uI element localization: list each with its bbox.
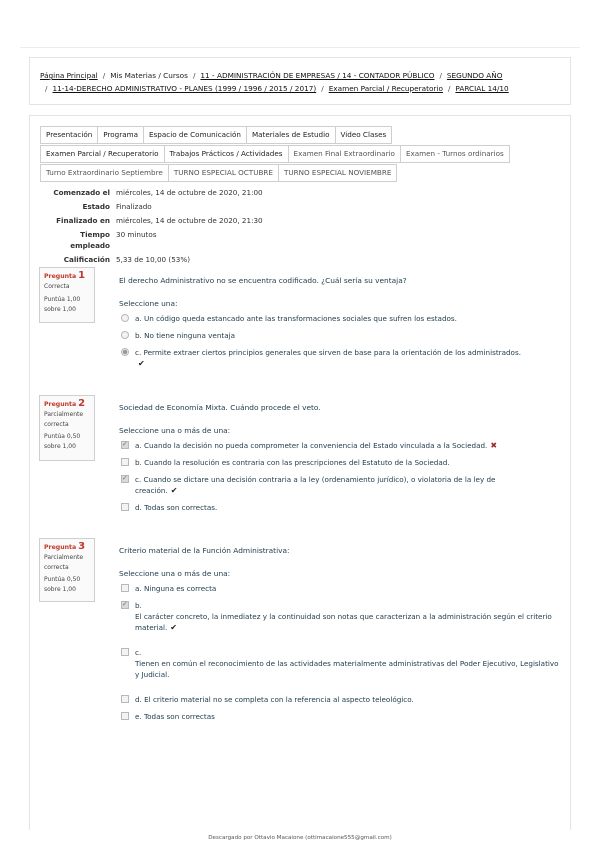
tab-turno-especial-octubre[interactable]: TURNO ESPECIAL OCTUBRE xyxy=(168,164,279,182)
option-d[interactable] xyxy=(119,694,559,705)
question-3-body xyxy=(119,545,559,728)
question-score: Puntúa 1,00 xyxy=(44,296,81,303)
breadcrumb-exam-section-link[interactable]: Examen Parcial / Recuperatorio xyxy=(328,84,443,93)
question-text: Criterio material de la Función Administrativa: xyxy=(119,546,290,555)
correct-check-icon: ✔ xyxy=(170,623,177,632)
tab-examen-parcial[interactable]: Examen Parcial / Recuperatorio xyxy=(40,145,165,163)
download-footer: Descargado por Ottavio Macaione (ottimacaione555@gmail.com) xyxy=(208,835,392,841)
question-status: Correcta xyxy=(44,283,70,290)
option-label: e. Todas son correctas xyxy=(135,712,215,721)
grade-value: 5,33 de 10,00 (53%) xyxy=(116,255,191,264)
breadcrumb-career-link[interactable]: 11 - ADMINISTRACIÓN DE EMPRESAS / 14 - CONTADOR PÚBLICO xyxy=(200,71,435,80)
attempt-summary xyxy=(40,187,540,268)
option-a[interactable] xyxy=(119,583,559,594)
option-label: d. El criterio material no se completa con la referencia al aspecto teleológico. xyxy=(135,695,414,704)
checkbox-checked[interactable] xyxy=(121,601,129,609)
question-status: Parcialmente xyxy=(44,411,84,418)
option-a[interactable] xyxy=(119,313,559,324)
question-score: Puntúa 0,50 xyxy=(44,433,81,440)
question-text: El derecho Administrativo no se encuentra codificado. ¿Cuál sería su ventaja? xyxy=(119,276,407,285)
correct-check-icon: ✔ xyxy=(170,486,178,495)
question-2-info xyxy=(39,395,95,461)
option-b[interactable] xyxy=(119,330,559,341)
option-label: Tienen en común el reconocimiento de las actividades materialmente administrativas del Poder Ejecutivo, Legislativo y Judicial. xyxy=(135,659,559,679)
question-status: Parcialmente xyxy=(44,554,84,561)
option-label: d. Todas son correctas. xyxy=(135,503,218,512)
time-label-line-1: Tiempo xyxy=(80,230,110,239)
checkbox[interactable] xyxy=(121,458,129,466)
finished-label: Finalizado en xyxy=(56,216,110,225)
radio-button[interactable] xyxy=(121,314,129,322)
tab-turno-especial-noviembre[interactable]: TURNO ESPECIAL NOVIEMBRE xyxy=(278,164,397,182)
question-1-info xyxy=(39,267,95,323)
tab-presentacion[interactable]: Presentación xyxy=(40,126,98,144)
option-b[interactable] xyxy=(119,600,559,633)
question-number: 2 xyxy=(78,398,86,409)
breadcrumb-home-link[interactable]: Página Principal xyxy=(40,71,98,80)
time-value: 30 minutos xyxy=(116,230,157,239)
option-label: c. Cuando se dictare una decisión contraria a la ley (ordenamiento jurídico), o violatoria de la ley de creación. xyxy=(135,475,496,495)
top-divider xyxy=(20,47,580,48)
breadcrumb-separator: / xyxy=(192,71,196,80)
question-score-max: sobre 1,00 xyxy=(44,306,76,313)
question-prompt: Seleccione una o más de una: xyxy=(119,426,231,435)
option-label: a. Un código queda estancado ante las transformaciones sociales que sufren los estados. xyxy=(135,314,457,323)
checkbox[interactable] xyxy=(121,648,129,656)
finished-value: miércoles, 14 de octubre de 2020, 21:30 xyxy=(116,216,263,225)
started-value: miércoles, 14 de octubre de 2020, 21:00 xyxy=(116,188,263,197)
option-label: b. No tiene ninguna ventaja xyxy=(135,331,236,340)
tab-turno-extraordinario-septiembre[interactable]: Turno Extraordinario Septiembre xyxy=(40,164,169,182)
checkbox[interactable] xyxy=(121,712,129,720)
question-label: Pregunta xyxy=(44,401,77,408)
option-b[interactable] xyxy=(119,457,559,468)
checkbox-checked[interactable] xyxy=(121,475,129,483)
breadcrumb-separator: / xyxy=(102,71,106,80)
question-label: Pregunta xyxy=(44,544,77,551)
question-score: Puntúa 0,50 xyxy=(44,576,81,583)
question-text: Sociedad de Economía Mixta. Cuándo procede el veto. xyxy=(119,403,321,412)
checkbox[interactable] xyxy=(121,695,129,703)
option-a[interactable] xyxy=(119,440,559,451)
question-score-max: sobre 1,00 xyxy=(44,443,76,450)
course-tabs xyxy=(40,126,560,183)
correct-check-icon: ✔ xyxy=(138,359,145,368)
question-1-body xyxy=(119,275,559,375)
started-label: Comenzado el xyxy=(53,188,110,197)
tab-espacio-comunicacion[interactable]: Espacio de Comunicación xyxy=(143,126,247,144)
option-c[interactable] xyxy=(119,474,559,496)
question-2-body xyxy=(119,402,559,519)
question-number: 1 xyxy=(78,270,86,281)
breadcrumb-separator: / xyxy=(447,84,451,93)
option-letter: b. xyxy=(135,601,142,610)
breadcrumb-subject-link[interactable]: 11-14-DERECHO ADMINISTRATIVO - PLANES (1999 / 1996 / 2015 / 2017) xyxy=(52,84,317,93)
question-prompt: Seleccione una: xyxy=(119,299,178,308)
time-label-line-2: empleado xyxy=(70,241,110,250)
option-label: b. Cuando la resolución es contraria con las prescripciones del Estatuto de la Sociedad. xyxy=(135,458,450,467)
grade-label: Calificación xyxy=(63,255,110,264)
question-status-cont: correcta xyxy=(44,564,69,571)
breadcrumb xyxy=(29,57,571,105)
question-label: Pregunta xyxy=(44,273,77,280)
incorrect-x-icon: ✖ xyxy=(490,441,498,450)
breadcrumb-separator: / xyxy=(321,84,324,93)
option-d[interactable] xyxy=(119,502,559,513)
tab-examen-final-extraordinario[interactable]: Examen Final Extraordinario xyxy=(288,145,401,163)
breadcrumb-separator: / xyxy=(45,84,48,93)
option-letter: c. xyxy=(135,648,142,657)
question-status-cont: correcta xyxy=(44,421,69,428)
time-label xyxy=(40,229,116,251)
state-label: Estado xyxy=(82,202,110,211)
tab-trabajos-practicos[interactable]: Trabajos Prácticos / Actividades xyxy=(164,145,289,163)
checkbox-checked[interactable] xyxy=(121,441,129,449)
question-3-info xyxy=(39,538,95,602)
question-prompt: Seleccione una o más de una: xyxy=(119,569,231,578)
checkbox[interactable] xyxy=(121,503,129,511)
option-label: a. Ninguna es correcta xyxy=(135,584,217,593)
tab-materiales-estudio[interactable]: Materiales de Estudio xyxy=(246,126,336,144)
tab-video-clases[interactable]: Video Clases xyxy=(335,126,393,144)
breadcrumb-exam-link[interactable]: PARCIAL 14/10 xyxy=(455,84,509,93)
checkbox[interactable] xyxy=(121,584,129,592)
breadcrumb-separator: / xyxy=(439,71,442,80)
option-c[interactable] xyxy=(119,647,559,680)
breadcrumb-year-link[interactable]: SEGUNDO AÑO xyxy=(446,71,503,80)
radio-button-selected[interactable] xyxy=(121,348,129,356)
tab-examen-turnos-ordinarios[interactable]: Examen - Turnos ordinarios xyxy=(400,145,510,163)
option-c[interactable] xyxy=(119,347,559,369)
question-score-max: sobre 1,00 xyxy=(44,586,76,593)
question-number: 3 xyxy=(78,541,86,552)
option-e[interactable] xyxy=(119,711,559,722)
option-label: a. Cuando la decisión no pueda comprometer la conveniencia del Estado vinculada a la Sociedad. xyxy=(135,441,488,450)
state-value: Finalizado xyxy=(116,202,152,211)
option-label: c. Permite extraer ciertos principios generales que sirven de base para la orientación de los administrados. xyxy=(135,348,521,357)
tab-programa[interactable]: Programa xyxy=(97,126,144,144)
radio-button[interactable] xyxy=(121,331,129,339)
option-label: El carácter concreto, la inmediatez y la continuidad son notas que caracterizan a la administración según el criterio material. xyxy=(135,612,552,632)
breadcrumb-courses: Mis Materias / Cursos xyxy=(110,71,188,80)
